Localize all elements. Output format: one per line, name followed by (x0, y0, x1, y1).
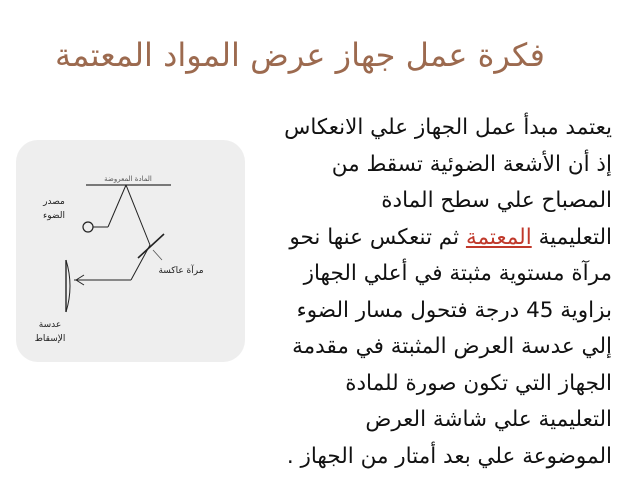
arrow-head-bottom (76, 280, 84, 285)
highlight-word: المعتمة (465, 224, 532, 250)
body-line-3: المصباح علي سطح المادة (381, 188, 612, 213)
body-line-4 (250, 220, 612, 257)
mirror-label: مرآة عاكسة (158, 266, 204, 276)
body-line-8: الجهاز التي تكون صورة للمادة (345, 370, 612, 396)
slide-title: فكرة عمل جهاز عرض المواد المعتمة (55, 36, 545, 74)
lens-label-1: عدسة (38, 320, 62, 330)
light-source-label-1: مصدر (43, 197, 65, 207)
ray-up (108, 185, 126, 227)
lens-label-2: الإسقاط (34, 334, 66, 344)
body-line-9: التعليمية علي شاشة العرض (365, 407, 612, 432)
material-label: المادة المعروضة (104, 175, 152, 183)
mirror (138, 234, 164, 258)
light-source-icon (83, 222, 93, 232)
projector-diagram (16, 140, 245, 362)
ray-reflected (126, 185, 150, 245)
body-line-6: بزاوية 45 درجة فتحول مسار الضوء (296, 297, 612, 323)
diagram-svg (16, 140, 245, 362)
body-line-7: إلي عدسة العرض المثبتة في مقدمة (292, 334, 612, 359)
arrow-head-top (76, 275, 84, 280)
body-line-4-rest: ثم تنعكس عنها نحو (289, 224, 460, 250)
ray-to-lens (131, 245, 150, 280)
body-line-2: إذ أن الأشعة الضوئية تسقط من (331, 151, 612, 177)
body-line-1: يعتمد مبدأ عمل الجهاز علي الانعكاس (284, 115, 612, 140)
body-line-10: الموضوعة علي بعد أمتار من الجهاز . (286, 443, 612, 469)
body-line-5: مرآة مستوية مثبتة في أعلي الجهاز (303, 261, 612, 286)
light-source-label-2: الضوء (43, 211, 65, 221)
slide-body (250, 110, 612, 475)
mirror-pointer (153, 250, 162, 260)
body-line-4-prefix: التعليمية (538, 224, 612, 250)
